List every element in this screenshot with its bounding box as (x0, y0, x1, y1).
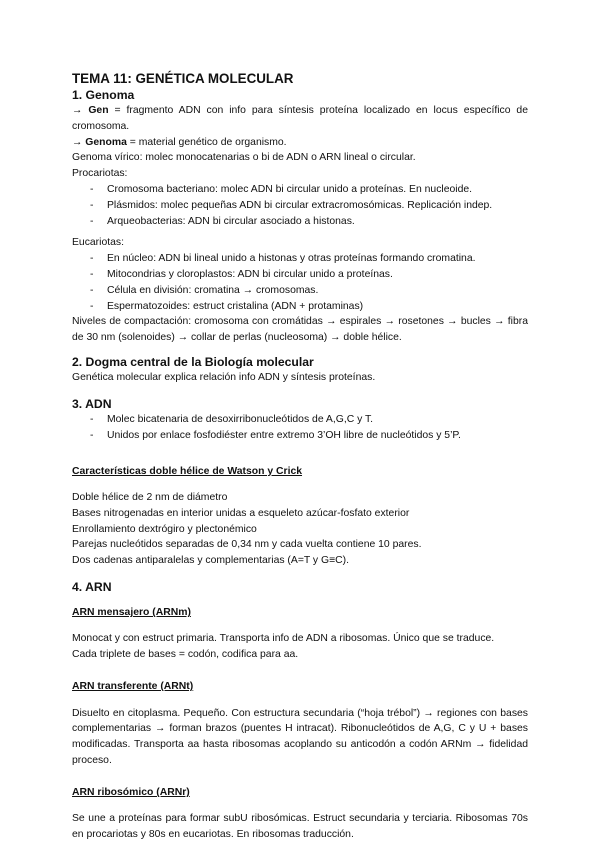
watson-crick-line: Dos cadenas antiparalelas y complementarias (A=T y G≡C). (72, 555, 350, 567)
procariotas-list (72, 182, 528, 229)
gen-term: → Gen (72, 105, 109, 116)
document-page (72, 70, 528, 843)
eucariotas-list (72, 251, 528, 314)
procariotas-label: Procariotas: (72, 168, 128, 180)
arnm-heading: ARN mensajero (ARNm) (72, 607, 191, 619)
genoma-virico: Genoma vírico: molec monocatenarias o bi de ADN o ARN lineal o circular. (72, 152, 416, 164)
document-title: TEMA 11: GENÉTICA MOLECULAR (72, 71, 294, 86)
arnm-line: Monocat y con estruct primaria. Transporta info de ADN a ribosomas. Único que se traduce. (72, 633, 495, 645)
section-adn-heading: 3. ADN (72, 396, 112, 411)
list-item: - Mitocondrias y cloroplastos: ADN bi circular unido a proteínas. (90, 267, 528, 283)
list-item: - Molec bicatenaria de desoxirribonucleótidos de A,G,C y T. (90, 412, 528, 428)
section-dogma-heading: 2. Dogma central de la Biología molecular (72, 354, 314, 369)
list-item: - Arqueobacterias: ADN bi circular asociado a histonas. (90, 214, 528, 230)
section-genoma-heading: 1. Genoma (72, 88, 135, 102)
arnt-heading: ARN transferente (ARNt) (72, 681, 194, 693)
gen-definition (72, 103, 528, 135)
watson-crick-line: Doble hélice de 2 nm de diámetro (72, 491, 228, 503)
gen-def: = fragmento ADN con info para síntesis proteína localizado en locus específico de cromosoma. (72, 105, 528, 132)
section-arn-heading: 4. ARN (72, 579, 112, 594)
arnr-heading: ARN ribosómico (ARNr) (72, 787, 190, 799)
list-item: - Célula en división: cromatina → cromosomas. (90, 283, 528, 299)
arnm-line: Cada triplete de bases = codón, codifica para aa. (72, 649, 299, 661)
genoma-def: = material genético de organismo. (126, 136, 287, 148)
list-item: - Plásmidos: molec pequeñas ADN bi circular extracromosómicas. Replicación indep. (90, 198, 528, 214)
arnr-text: Se une a proteínas para formar subU ribosómicas. Estruct secundaria y terciaria. Ribosomas 70s en procariotas y 80s en eucariotas. En ribosomas traducción. (72, 813, 528, 841)
dogma-text: Genética molecular explica relación info ADN y síntesis proteínas. (72, 371, 376, 383)
niveles-compactacion: Niveles de compactación: cromosoma con cromátidas → espirales → rosetones → bucles → fibra de 30 nm (solenoides) → collar de perlas (nucleosoma) → doble hélice. (72, 316, 528, 344)
arnt-text: Disuelto en citoplasma. Pequeño. Con estructura secundaria (“hoja trébol”) → regiones con bases complementarias → forman brazos (puentes H intracat). Ribonucleótidos de A,G, C y U + bases modificadas. Transporta aa hasta ribosomas acoplando su anticodón a codón ARNm → fidelidad proceso. (72, 707, 528, 767)
list-item: - Cromosoma bacteriano: molec ADN bi circular unido a proteínas. En nucleoide. (90, 182, 528, 198)
list-item: - Espermatozoides: estruct cristalina (ADN + protaminas) (90, 299, 528, 315)
watson-crick-heading: Características doble hélice de Watson y Crick (72, 465, 303, 477)
list-item: - En núcleo: ADN bi lineal unido a histonas y otras proteínas formando cromatina. (90, 251, 528, 267)
genoma-term: → Genoma (72, 136, 127, 148)
eucariotas-label: Eucariotas: (72, 237, 124, 249)
genoma-definition (72, 135, 528, 151)
adn-list (72, 412, 528, 444)
watson-crick-line: Bases nitrogenadas en interior unidas a esqueleto azúcar-fosfato exterior (72, 507, 410, 519)
list-item: - Unidos por enlace fosfodiéster entre extremo 3’OH libre de nucleótidos y 5’P. (90, 428, 528, 444)
watson-crick-line: Enrollamiento dextrógiro y plectonémico (72, 523, 257, 535)
watson-crick-line: Parejas nucleótidos separadas de 0,34 nm y cada vuelta contiene 10 pares. (72, 539, 422, 551)
